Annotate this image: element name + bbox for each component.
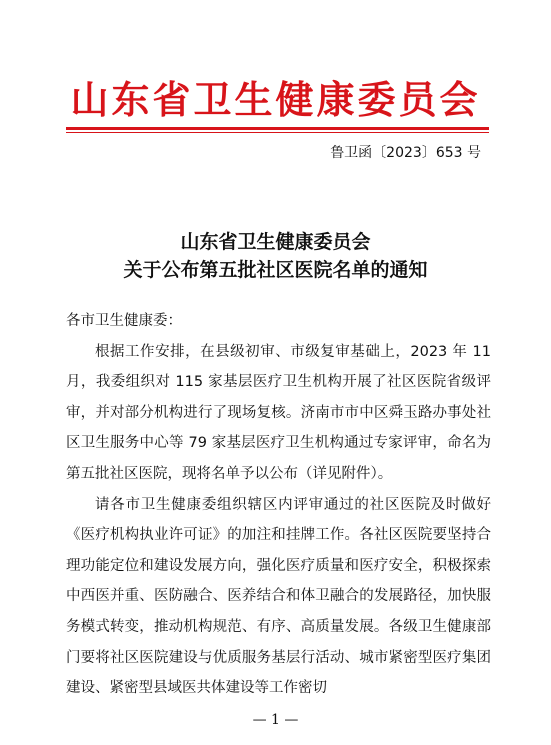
salutation: 各市卫生健康委： — [66, 313, 182, 329]
document-number: 鲁卫函〔2023〕653 号 — [330, 145, 481, 161]
notice-body — [66, 306, 491, 704]
org-header: 山东省卫生健康委员会 — [70, 78, 481, 122]
header-rule-thin — [66, 132, 489, 133]
notice-title-line-2: 关于公布第五批社区医院名单的通知 — [123, 259, 428, 281]
body-paragraph-1: 根据工作安排，在县级初审、市级复审基础上，2023 年 11 月，我委组织对 115 家基层医疗卫生机构开展了社区医院省级评审，并对部分机构进行了现场复核。济南市市中区舜玉路办事处社区卫生服务中心等 79 家基层医疗卫生机构通过专家评审，命名为第五批社区医院，现将名单予以公布（详见附件）。 — [66, 343, 491, 482]
body-paragraph-2: 请各市卫生健康委组织辖区内评审通过的社区医院及时做好《医疗机构执业许可证》的加注和挂牌工作。各社区医院要坚持合理功能定位和建设发展方向，强化医疗质量和医疗安全，积极探索中西医并重、医防融合、医养结合和体卫融合的发展路径，加快服务模式转变，推动机构规范、有序、高质量发展。各级卫生健康部门要将社区医院建设与优质服务基层行活动、城市紧密型医疗集团建设、紧密型县域医共体建设等工作密切 — [66, 496, 491, 697]
notice-title-line-1: 山东省卫生健康委员会 — [180, 231, 371, 253]
header-rule-thick — [66, 127, 489, 130]
page-number: — 1 — — [252, 712, 299, 728]
